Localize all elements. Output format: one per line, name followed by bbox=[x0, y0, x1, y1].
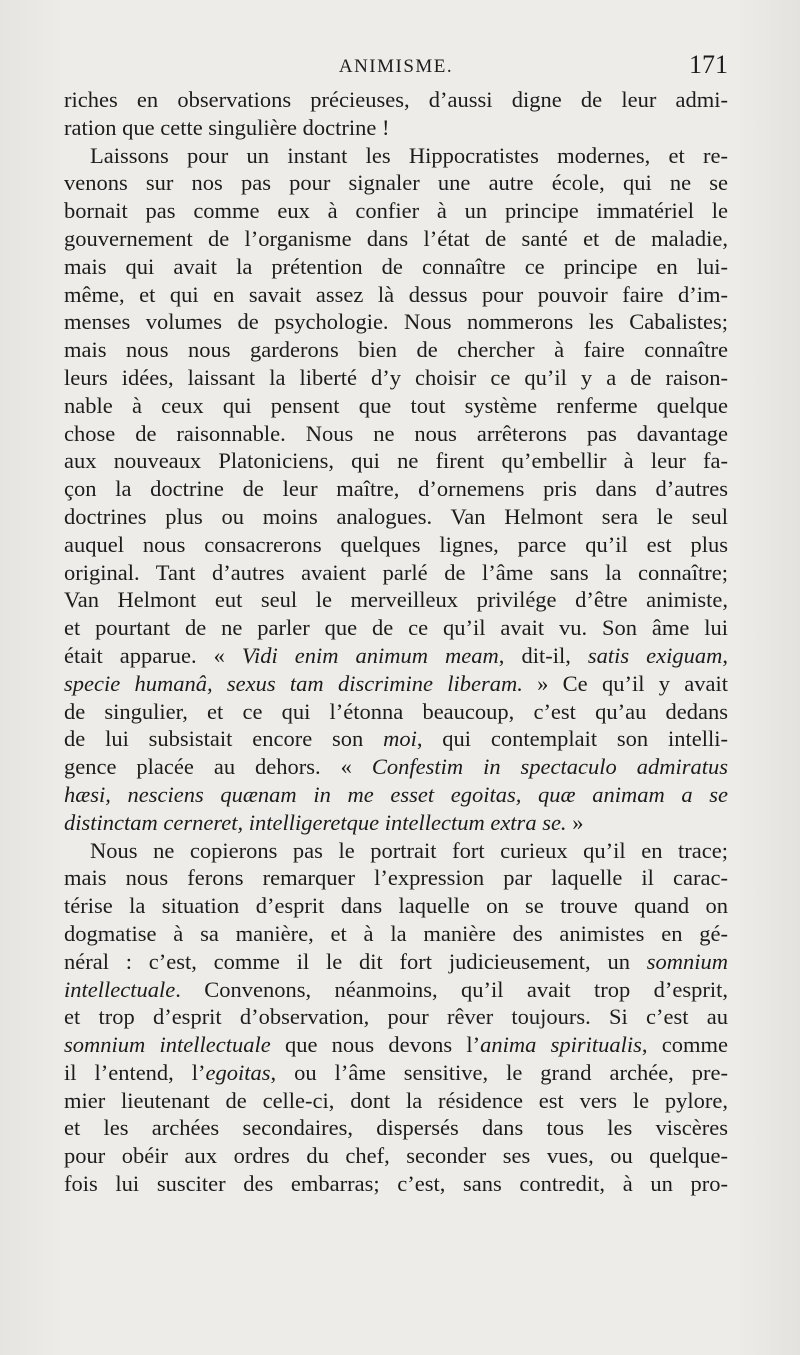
text-line: dogmatise à sa manière, et à la manière des animistes en gé- bbox=[64, 920, 728, 946]
body-text bbox=[64, 86, 728, 1198]
text-line: il l’entend, l’egoitas, ou l’âme sensitive, le grand archée, pre- bbox=[64, 1059, 728, 1085]
text-line: Van Helmont eut seul le merveilleux privilége d’être animiste, bbox=[64, 587, 728, 613]
text-line: original. Tant d’autres avaient parlé de l’âme sans la connaître; bbox=[64, 559, 728, 585]
text-line: pour obéir aux ordres du chef, seconder ses vues, ou quelque- bbox=[64, 1143, 728, 1169]
text-line: mier lieutenant de celle-ci, dont la résidence est vers le pylore, bbox=[64, 1087, 728, 1113]
text-line: aux nouveaux Platoniciens, qui ne firent qu’embellir à leur fa- bbox=[64, 448, 728, 474]
text-line: çon la doctrine de leur maître, d’ornemens pris dans d’autres bbox=[64, 476, 728, 502]
text-line: specie humanâ, sexus tam discrimine liberam. » Ce qu’il y avait bbox=[64, 670, 728, 696]
text-line: fois lui susciter des embarras; c’est, sans contredit, à un pro- bbox=[64, 1171, 728, 1197]
text-line: était apparue. « Vidi enim animum meam, dit-il, satis exiguam, bbox=[64, 642, 729, 668]
text-line: térise la situation d’esprit dans laquelle on se trouve quand on bbox=[64, 893, 728, 919]
page-header bbox=[64, 50, 728, 82]
text-line: gence placée au dehors. « Confestim in spectaculo admiratus bbox=[64, 754, 728, 780]
text-line: somnium intellectuale que nous devons l’anima spiritualis, comme bbox=[64, 1032, 728, 1058]
text-line: gouvernement de l’organisme dans l’état de santé et de maladie, bbox=[64, 225, 728, 251]
text-line: de lui subsistait encore son moi, qui contemplait son intelli- bbox=[64, 726, 728, 752]
text-line: néral : c’est, comme il le dit fort judicieusement, un somnium bbox=[64, 948, 728, 974]
text-line: ration que cette singulière doctrine ! bbox=[64, 114, 390, 140]
text-line: intellectuale. Convenons, néanmoins, qu’il avait trop d’esprit, bbox=[64, 976, 728, 1002]
text-line: chose de raisonnable. Nous ne nous arrêterons pas davantage bbox=[64, 420, 728, 446]
text-line: doctrines plus ou moins analogues. Van Helmont sera le seul bbox=[64, 503, 728, 529]
text-line: menses volumes de psychologie. Nous nommerons les Cabalistes; bbox=[64, 309, 728, 335]
text-line: mais nous nous garderons bien de chercher à faire connaître bbox=[64, 337, 728, 363]
text-line: riches en observations précieuses, d’aussi digne de leur admi- bbox=[64, 87, 728, 112]
text-line: auquel nous consacrerons quelques lignes, parce qu’il est plus bbox=[64, 531, 728, 557]
text-line: mais nous ferons remarquer l’expression par laquelle il carac- bbox=[64, 865, 728, 891]
text-line: distinctam cerneret, intelligeretque intellectum extra se. » bbox=[64, 809, 584, 835]
text-line: mais qui avait la prétention de connaître ce principe en lui- bbox=[64, 253, 728, 279]
text-line: et trop d’esprit d’observation, pour rêver toujours. Si c’est au bbox=[64, 1004, 728, 1030]
text-line: Laissons pour un instant les Hippocratistes modernes, et re- bbox=[90, 142, 728, 168]
running-title: ANIMISME. bbox=[338, 56, 454, 77]
text-line: nable à ceux qui pensent que tout système renferme quelque bbox=[64, 392, 728, 418]
text-line: et pourtant de ne parler que de ce qu’il avait vu. Son âme lui bbox=[64, 615, 728, 641]
text-line: même, et qui en savait assez là dessus pour pouvoir faire d’im- bbox=[64, 281, 728, 307]
text-line: Nous ne copierons pas le portrait fort curieux qu’il en trace; bbox=[90, 837, 728, 863]
text-line: de singulier, et ce qui l’étonna beaucoup, c’est qu’au dedans bbox=[64, 698, 728, 724]
text-line: venons sur nos pas pour signaler une autre école, qui ne se bbox=[64, 170, 728, 196]
page-number: 171 bbox=[689, 50, 728, 79]
text-line: bornait pas comme eux à confier à un principe immatériel le bbox=[64, 198, 728, 224]
text-line: leurs idées, laissant la liberté d’y choisir ce qu’il y a de raison- bbox=[64, 364, 728, 390]
text-line: hæsi, nesciens quænam in me esset egoitas, quæ animam a se bbox=[64, 781, 728, 807]
text-line: et les archées secondaires, dispersés dans tous les viscères bbox=[64, 1115, 728, 1141]
